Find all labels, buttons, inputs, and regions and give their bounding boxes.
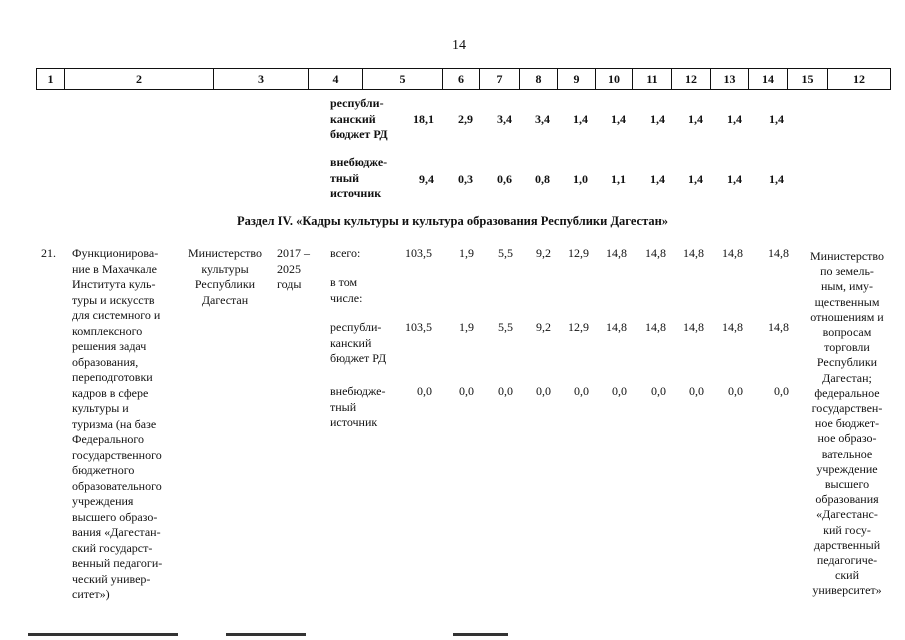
executor-org: Министерство по земель- ным, иму- щественным отношениям и вопросам торговли Республики Дагестан; федеральное государствен- ное бюджет- ное образо- вательное учреждение высшего образования «Дагестанс- кий госу- дарственный педагогиче- ский университет» xyxy=(810,249,884,598)
cell: 5,5 xyxy=(498,320,513,334)
header-col-8: 8 xyxy=(519,69,557,89)
cell: 14,8 xyxy=(722,246,743,260)
cell: 9,2 xyxy=(536,246,551,260)
cell: 1,4 xyxy=(727,112,742,126)
cell: 3,4 xyxy=(535,112,550,126)
cell: 1,9 xyxy=(459,320,474,334)
cell: 0,0 xyxy=(651,384,666,398)
header-col-7: 7 xyxy=(479,69,519,89)
header-col-12: 12 xyxy=(671,69,710,89)
bottom-divider-left xyxy=(28,633,178,636)
header-col-2: 2 xyxy=(64,69,213,89)
measure-name: Функционирова- ние в Махачкале Института куль- туры и искусств для системного и комплексного решения задач образования, переподготовки кадров в сфере культуры и туризма (на базе Федерального государственного бюджетного образовательного учреждения высшего образо- вания «Дагестан- ский государст- венный педагоги- ческий универ- ситет») xyxy=(72,246,163,601)
header-col-13: 13 xyxy=(710,69,748,89)
cell: 14,8 xyxy=(606,320,627,334)
header-col-6: 6 xyxy=(442,69,479,89)
cell: 9,4 xyxy=(419,172,434,186)
cell: 1,4 xyxy=(769,112,784,126)
header-col-16: 12 xyxy=(827,69,890,89)
header-col-10: 10 xyxy=(595,69,632,89)
cell: 1,4 xyxy=(650,172,665,186)
top-row-2-label: внебюдже- тный источник xyxy=(330,155,388,200)
section-title: Раздел IV. «Кадры культуры и культура образования Республики Дагестан» xyxy=(236,214,669,228)
cell: 12,9 xyxy=(568,320,589,334)
header-col-14: 14 xyxy=(748,69,787,89)
cell: 0,0 xyxy=(574,384,589,398)
cell: 1,4 xyxy=(650,112,665,126)
cell: 1,4 xyxy=(727,172,742,186)
cell: 0,3 xyxy=(458,172,473,186)
cell: 1,0 xyxy=(573,172,588,186)
header-col-9: 9 xyxy=(557,69,595,89)
cell: 14,8 xyxy=(683,320,704,334)
cell: 0,0 xyxy=(417,384,432,398)
top-row-1-label: республи- канский бюджет РД xyxy=(330,96,388,141)
cell: 14,8 xyxy=(683,246,704,260)
header-col-15: 15 xyxy=(787,69,827,89)
source-total-label: всего: xyxy=(330,246,361,260)
header-col-3: 3 xyxy=(213,69,308,89)
cell: 14,8 xyxy=(645,320,666,334)
cell: 0,0 xyxy=(536,384,551,398)
cell: 1,4 xyxy=(688,172,703,186)
row-index: 21. xyxy=(41,246,56,260)
bottom-divider-right xyxy=(453,633,508,636)
period: 2017 – 2025 годы xyxy=(277,246,310,291)
cell: 0,0 xyxy=(612,384,627,398)
page-number: 14 xyxy=(452,38,466,53)
cell: 5,5 xyxy=(498,246,513,260)
source-incl-label: в том числе: xyxy=(330,275,363,305)
cell: 14,8 xyxy=(768,246,789,260)
table-header-row xyxy=(36,68,891,90)
cell: 2,9 xyxy=(458,112,473,126)
cell: 0,0 xyxy=(459,384,474,398)
cell: 0,8 xyxy=(535,172,550,186)
cell: 14,8 xyxy=(722,320,743,334)
cell: 3,4 xyxy=(497,112,512,126)
cell: 9,2 xyxy=(536,320,551,334)
cell: 14,8 xyxy=(606,246,627,260)
cell: 1,1 xyxy=(611,172,626,186)
cell: 14,8 xyxy=(768,320,789,334)
cell: 103,5 xyxy=(405,320,432,334)
responsible-org: Министерство культуры Республики Дагестан xyxy=(188,246,262,307)
cell: 1,9 xyxy=(459,246,474,260)
cell: 18,1 xyxy=(413,112,434,126)
cell: 0,0 xyxy=(728,384,743,398)
cell: 0,0 xyxy=(774,384,789,398)
header-col-11: 11 xyxy=(632,69,671,89)
header-col-4: 4 xyxy=(308,69,362,89)
cell: 12,9 xyxy=(568,246,589,260)
cell: 1,4 xyxy=(688,112,703,126)
cell: 1,4 xyxy=(611,112,626,126)
source-offbudget-label: внебюдже- тный источник xyxy=(330,384,386,429)
cell: 0,0 xyxy=(689,384,704,398)
cell: 0,6 xyxy=(497,172,512,186)
header-col-1: 1 xyxy=(47,72,54,86)
cell: 0,0 xyxy=(498,384,513,398)
source-republic-label: республи- канский бюджет РД xyxy=(330,320,387,365)
header-col-5: 5 xyxy=(362,69,442,89)
cell: 103,5 xyxy=(405,246,432,260)
bottom-divider-middle xyxy=(226,633,306,636)
cell: 14,8 xyxy=(645,246,666,260)
cell: 1,4 xyxy=(573,112,588,126)
cell: 1,4 xyxy=(769,172,784,186)
